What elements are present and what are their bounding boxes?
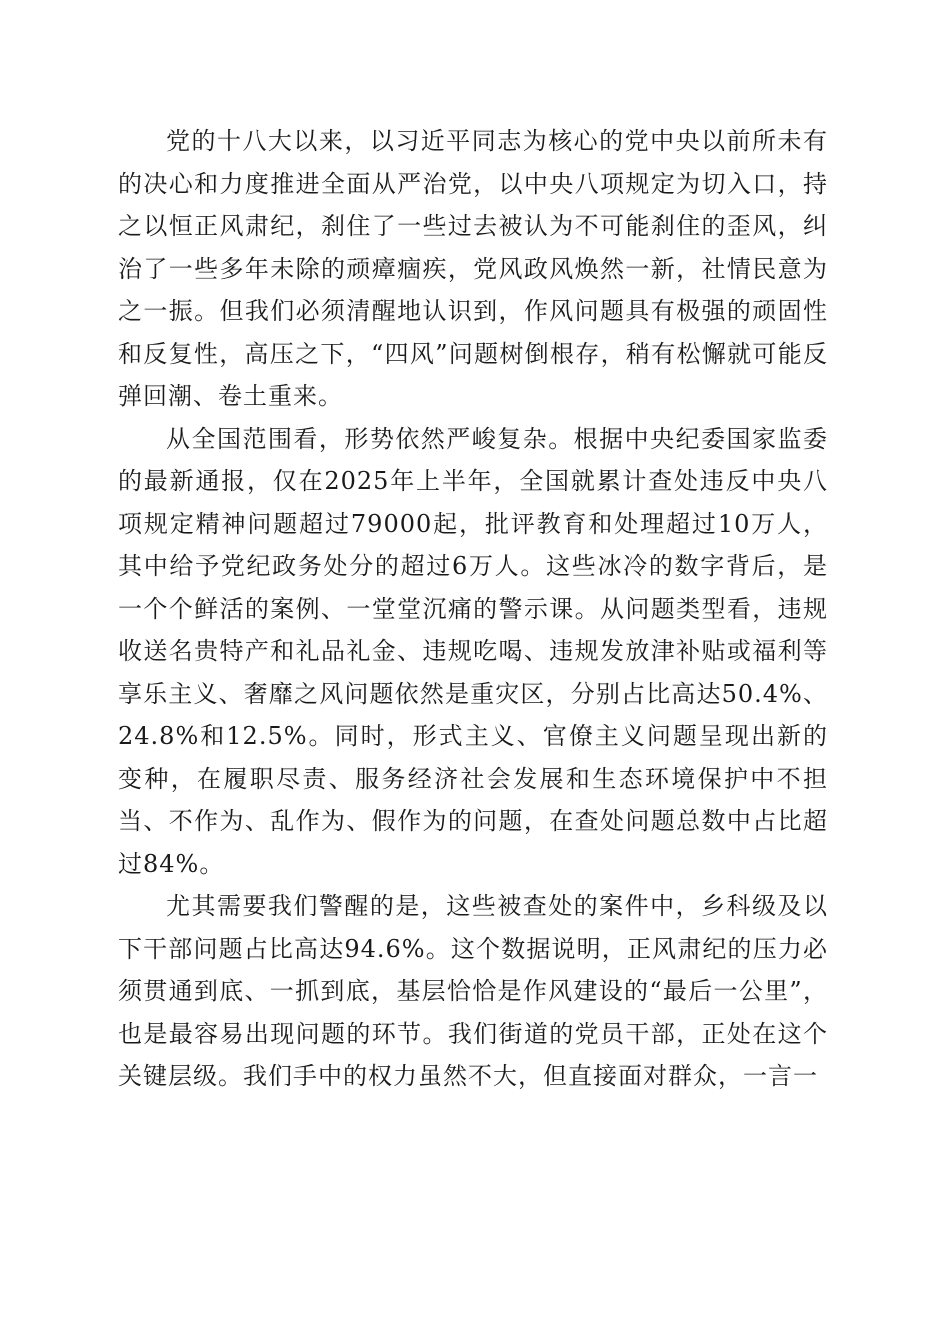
paragraph-1: 党的十八大以来，以习近平同志为核心的党中央以前所未有的决心和力度推进全面从严治党，以中央八项规定为切入口，持之以恒正风肃纪，刹住了一些过去被认为不可能刹住的歪风，纠治了一些多年未除的顽瘴痼疾，党风政风焕然一新，社情民意为之一振。但我们必须清醒地认识到，作风问题具有极强的顽固性和反复性，高压之下，“四风”问题树倒根存，稍有松懈就可能反弹回潮、卷土重来。 bbox=[118, 127, 828, 410]
paragraph-3: 尤其需要我们警醒的是，这些被查处的案件中，乡科级及以下干部问题占比高达94.6%。这个数据说明，正风肃纪的压力必须贯通到底、一抓到底，基层恰恰是作风建设的“最后一公里”，也是最容易出现问题的环节。我们街道的党员干部，正处在这个关键层级。我们手中的权力虽然不大，但直接面对群众，一言一 bbox=[118, 892, 828, 1090]
paragraph-2: 从全国范围看，形势依然严峻复杂。根据中央纪委国家监委的最新通报，仅在2025年上半年，全国就累计查处违反中央八项规定精神问题超过79000起，批评教育和处理超过10万人，其中给予党纪政务处分的超过6万人。这些冰冷的数字背后，是一个个鲜活的案例、一堂堂沉痛的警示课。从问题类型看，违规收送名贵特产和礼品礼金、违规吃喝、违规发放津补贴或福利等享乐主义、奢靡之风问题依然是重灾区，分别占比高达50.4%、24.8%和12.5%。同时，形式主义、官僚主义问题呈现出新的变种，在履职尽责、服务经济社会发展和生态环境保护中不担当、不作为、乱作为、假作为的问题，在查处问题总数中占比超过84%。 bbox=[118, 424, 828, 878]
document-body bbox=[118, 120, 828, 1098]
